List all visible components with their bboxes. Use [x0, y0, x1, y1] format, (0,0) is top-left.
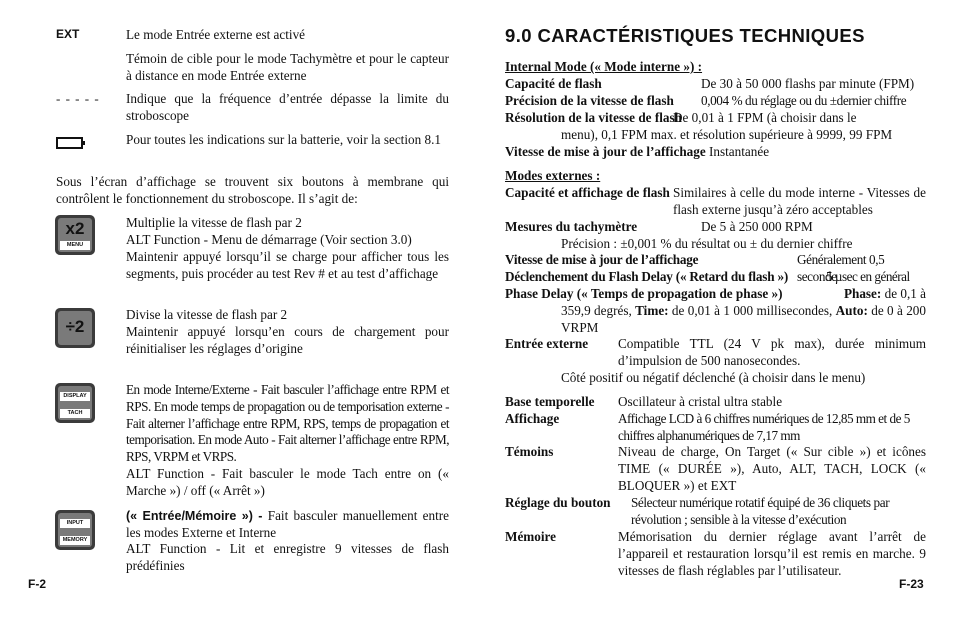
spec-display: Affichage — [505, 411, 560, 426]
spec-memory-value: Mémorisation du dernier réglage avant l’arrêt de l’appareil et restauration lorsqu’il est remis en marche. 9 vitesses de flash réglables par l’utilisateur. — [618, 529, 926, 578]
target-description: Témoin de cible pour le mode Tachymètre et pour le capteur à distance en mode Entrée externe — [126, 51, 449, 83]
input-memory-button-icon: INPUT MEMORY — [55, 510, 95, 550]
spec-phase-delay: Phase Delay (« Temps de propagation de phase ») — [505, 286, 783, 301]
spec-indicators-value: Niveau de charge, On Target (« Sur cible ») et icônes TIME (« DURÉE »), Auto, ALT, TACH, LOCK (« BLOQUER ») et EXT — [618, 444, 926, 493]
spec-tach-precision: Précision : ±0,001 % du résultat ou ± du dernier chiffre — [561, 236, 853, 251]
spec-ext-flash-capacity: Capacité et affichage de flash — [505, 185, 670, 200]
input-line-1: (« Entrée/Mémoire ») - Fait basculer manuellement entre les modes Externe et Interne — [126, 508, 450, 540]
spec-indicators: Témoins — [505, 444, 554, 459]
input-memory-label: (« Entrée/Mémoire ») - — [126, 509, 263, 523]
divide-line-2: Maintenir appuyé lorsqu’en cours de chargement pour réinitialiser les réglages d’origine — [126, 324, 449, 356]
spec-time-base: Base temporelle Oscillateur à cristal ultra stable — [505, 394, 783, 409]
external-modes-heading: Modes externes : — [505, 168, 601, 183]
spec-flash-resolution-value-1: De 0,01 à 1 FPM (à choisir dans le — [673, 110, 857, 125]
spec-display-update: Vitesse de mise à jour de l’affichage Instantanée — [505, 144, 770, 159]
divide-line-1: Divise la vitesse de flash par 2 — [126, 307, 288, 322]
spec-phase-value: 359,9 degrés, Time: de 0,01 à 1 000 millisecondes, Auto: de 0 à 200 VRPM — [561, 303, 926, 335]
display-line-1: En mode Interne/Externe - Fait basculer l’affichage entre RPM et RPS. En mode temps de propagation ou de temporisation externe - Fait alterner l’affichage entre RPM, RPS, temps de propagation et temporisation. En mode Auto - Fait alterner l’affichage entre RPM, RPS, VRPM et VRPS. — [126, 382, 449, 465]
input-line-2: ALT Function - Lit et enregistre 9 vitesses de flash prédéfinies — [126, 541, 449, 573]
spec-flash-delay: Déclenchement du Flash Delay (« Retard du flash ») 5 µsec en général — [505, 269, 910, 284]
dash-description: Indique que la fréquence d’entrée dépasse la limite du stroboscope — [126, 91, 449, 123]
ext-indicator-icon: EXT — [56, 27, 80, 41]
x2-line-1: Multiplie la vitesse de flash par 2 — [126, 215, 302, 230]
display-tach-button-icon: DISPLAY TACH — [55, 383, 95, 423]
spec-ext-display-update: Vitesse de mise à jour de l’affichage Généralement 0,5 seconde — [505, 252, 885, 284]
display-line-2: ALT Function - Fait basculer le mode Tach entre on (« Marche ») / off (« Arrêt ») — [126, 466, 449, 498]
left-folio: F-2 — [28, 577, 46, 591]
divide-by-two-button-icon: ÷2 — [55, 308, 95, 348]
battery-description: Pour toutes les indications sur la batterie, voir la section 8.1 — [126, 132, 441, 147]
x2-line-3: Maintenir appuyé lorsqu’il se charge pour afficher tous les segments, puis procéder au test Rev # et au test d’affichage — [126, 249, 449, 281]
buttons-intro: Sous l’écran d’affichage se trouvent six boutons à membrane qui contrôlent le fonctionnement du stroboscope. Il s’agit de: — [56, 174, 449, 206]
spec-display-value: Affichage LCD à 6 chiffres numériques de 12,85 mm et de 5 chiffres alphanumériques de 7,17 mm — [618, 411, 910, 443]
section-heading: 9.0 CARACTÉRISTIQUES TECHNIQUES — [505, 25, 865, 46]
battery-icon — [56, 137, 86, 149]
spec-knob-value: Sélecteur numérique rotatif équipé de 36 cliquets par révolution ; sensible à la vitesse d’exécution — [631, 495, 890, 527]
spec-external-input-value: Compatible TTL (24 V pk max), durée minimum d’impulsion de 500 nanosecondes. — [618, 336, 926, 368]
spec-tach-measures: Mesures du tachymètre De 5 à 250 000 RPM — [505, 219, 813, 234]
ext-description: Le mode Entrée externe est activé — [126, 27, 306, 42]
spec-phase-value-1: Phase: de 0,1 à — [843, 286, 926, 301]
spec-flash-capacity: Capacité de flash De 30 à 50 000 flashs par minute (FPM) — [505, 76, 915, 91]
x2-line-2: ALT Function - Menu de démarrage (Voir section 3.0) — [126, 232, 412, 247]
spec-external-input: Entrée externe — [505, 336, 589, 351]
spec-external-input-edge: Côté positif ou négatif déclenché (à choisir dans le menu) — [561, 370, 866, 385]
x2-menu-button-icon: x2 MENU — [55, 215, 95, 255]
spec-ext-flash-capacity-value: Similaires à celle du mode interne - Vitesses de flash externe jusqu’à zéro acceptables — [673, 185, 926, 217]
spec-flash-resolution-value: menu), 0,1 FPM max. et résolution supérieure à 9999, 99 FPM — [561, 127, 893, 142]
spec-knob: Réglage du bouton — [505, 495, 611, 510]
right-folio: F-23 — [899, 577, 924, 591]
spec-flash-resolution: Résolution de la vitesse de flash — [505, 110, 682, 125]
right-page — [477, 0, 954, 618]
dash-indicator-icon: - - - - - — [56, 91, 100, 106]
spec-flash-precision: Précision de la vitesse de flash 0,004 % du réglage ou du ±dernier chiffre — [505, 93, 907, 108]
internal-mode-heading: Internal Mode (« Mode interne ») : — [505, 59, 703, 74]
spec-memory: Mémoire — [505, 529, 557, 544]
